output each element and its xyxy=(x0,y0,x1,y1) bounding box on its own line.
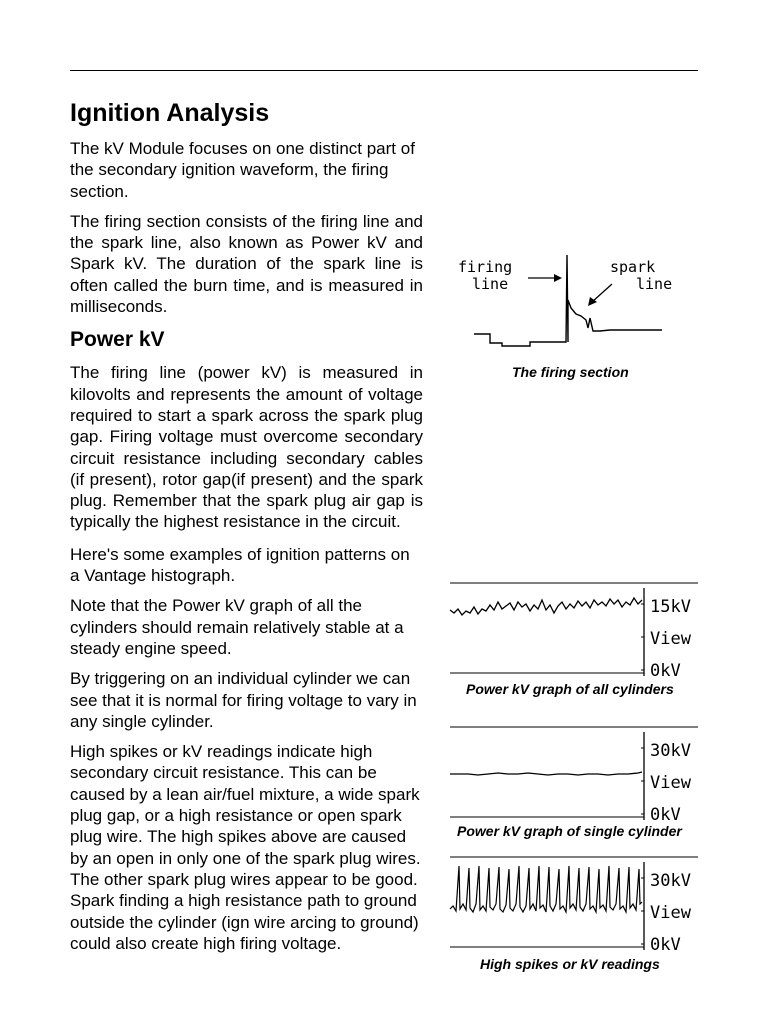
graph-max-label: 15kV xyxy=(650,597,691,617)
spark-label-2: line xyxy=(636,275,673,293)
graph-min-label: 0kV xyxy=(650,661,681,680)
power-kv-heading: Power kV xyxy=(70,328,165,352)
intro-paragraph: The kV Module focuses on one distinct part of the secondary ignition waveform, the firing section. xyxy=(70,139,415,201)
examples-paragraph: Here's some examples of ignition patterns on a Vantage histograph. xyxy=(70,544,410,586)
power-kv-paragraph: The firing line (power kV) is measured in kilovolts and represents the amount of voltage required to start a spark across the spark plug gap. Firing voltage must overcome secondary circuit resistance including secondary cables (if present), rotor gap(if present) and the spark plug. Remember that the spark plug air gap is typically the highest resistance in the circuit. xyxy=(70,363,423,532)
graph-trace xyxy=(450,866,642,912)
graph-high-spikes-caption: High spikes or kV readings xyxy=(480,956,660,972)
note-paragraph: Note that the Power kV graph of all the cylinders should remain relatively stable at a steady engine speed. xyxy=(70,596,404,658)
firing-label-1: firing xyxy=(458,258,513,276)
graph-trace xyxy=(450,772,642,775)
spark-arrow xyxy=(588,284,612,306)
page-heading: Ignition Analysis xyxy=(70,99,270,127)
firing-section-diagram xyxy=(450,250,680,360)
graph-mid-label: View xyxy=(650,629,691,649)
graph-max-label: 30kV xyxy=(650,871,691,891)
graph-trace xyxy=(450,598,642,615)
high-spikes-graph xyxy=(448,854,700,954)
graph-mid-label: View xyxy=(650,903,691,923)
graph-min-label: 0kV xyxy=(650,935,681,954)
firing-section-caption: The firing section xyxy=(512,364,629,380)
power-kv-single-cylinder-graph xyxy=(448,724,700,824)
graph-max-label: 30kV xyxy=(650,741,691,761)
spark-label-1: spark xyxy=(610,258,656,276)
graph-all-cylinders-caption: Power kV graph of all cylinders xyxy=(466,681,674,697)
graph-single-cylinder-caption: Power kV graph of single cylinder xyxy=(457,823,682,839)
firing-arrow xyxy=(528,274,562,282)
graph-mid-label: View xyxy=(650,773,691,793)
top-rule xyxy=(70,70,698,71)
graph-min-label: 0kV xyxy=(650,805,681,824)
trigger-paragraph: By triggering on an individual cylinder we can see that it is normal for firing voltage to vary in any single cylinder. xyxy=(70,669,417,731)
main-text-column xyxy=(70,98,423,954)
power-kv-all-cylinders-graph xyxy=(448,580,700,680)
firing-section-paragraph: The firing section consists of the firing line and the spark line, also known as Power kV and Spark kV. The duration of the spark line is often called the burn time, and is measured in milliseconds. xyxy=(70,211,423,317)
firing-label-2: line xyxy=(472,275,509,293)
spikes-paragraph: High spikes or kV readings indicate high secondary circuit resistance. This can be caused by a lean air/fuel mixture, a wide spark plug gap, or a high resistance or open spark plug wire. The high spikes above are caused by an open in only one of the spark plug wires. The other spark plug wires appear to be good. Spark finding a high resistance path to ground outside the cylinder (ign wire arcing to ground) could also create high firing voltage. xyxy=(70,742,421,953)
